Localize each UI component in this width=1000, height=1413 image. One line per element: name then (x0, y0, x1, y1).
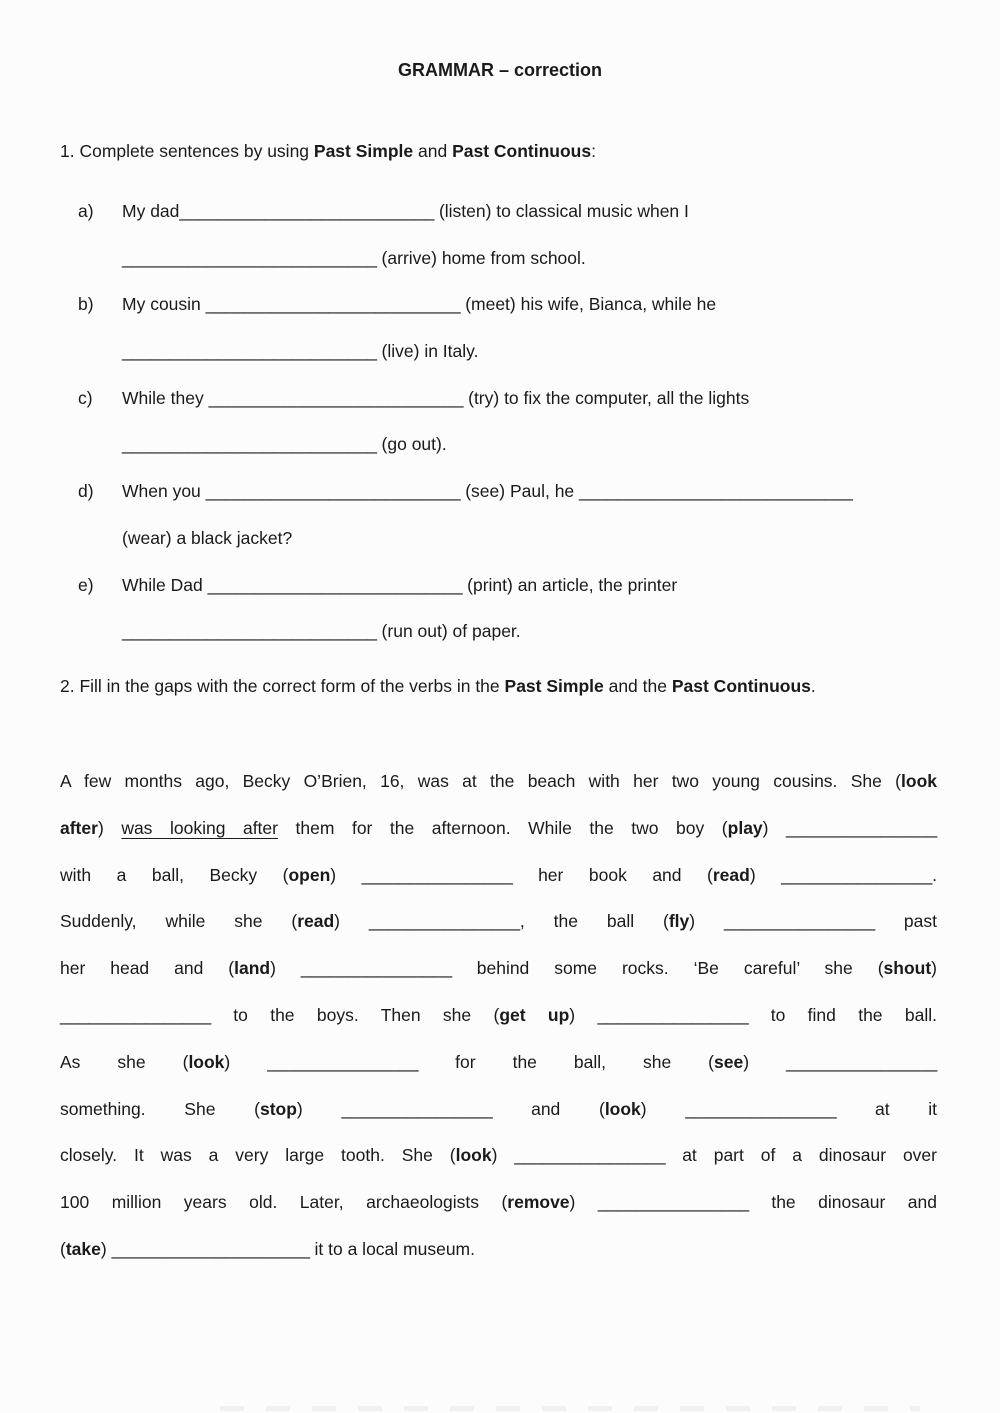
item-label: b) (78, 294, 94, 315)
blank-line: ___________________________ (179, 201, 435, 221)
exercise1-instruction (60, 137, 950, 165)
text-run: Past Simple (504, 676, 604, 696)
text-run: ) (743, 1051, 787, 1072)
item-text (122, 434, 447, 454)
text-run: her book and ( (512, 864, 713, 885)
text-run: . (810, 676, 816, 696)
exercise1-item-line (60, 421, 980, 468)
exercise1-item-line (60, 608, 980, 655)
paragraph-line (60, 1179, 937, 1226)
blank-line: ___________________________ (122, 434, 377, 455)
item-text (122, 575, 677, 595)
text-run: land (234, 958, 271, 979)
blank-line: ________________ (724, 911, 875, 932)
text-run: My cousin (122, 294, 206, 315)
blank-line: ________________ (786, 1051, 937, 1072)
blank-line: ___________________________ (122, 247, 377, 268)
blank-line: ________________ (685, 1098, 837, 1119)
text-run: something. She ( (60, 1098, 260, 1119)
text-run: read (297, 911, 335, 932)
text-run: (live) in Italy. (376, 341, 479, 362)
paragraph-line (60, 852, 937, 899)
cutoff-text-artifact (220, 1406, 920, 1411)
text-run: (print) an article, the printer (462, 574, 678, 595)
blank-line: ___________________________ (208, 387, 464, 408)
exercise1-item-line (60, 375, 980, 422)
blank-line: ___________________________ (205, 481, 461, 502)
text-run: past (874, 911, 937, 932)
item-text (122, 248, 586, 268)
text-run: (go out). (376, 434, 447, 455)
text-run: shout (883, 958, 932, 979)
blank-line: ________________ (597, 1004, 749, 1025)
item-text (122, 621, 521, 641)
blank-line: _____________________ (111, 1238, 310, 1259)
text-run: with a ball, Becky ( (60, 864, 289, 885)
text-run: (run out) of paper. (376, 621, 521, 642)
text-run: While they (122, 387, 209, 408)
exercise1-item-line (60, 328, 980, 375)
text-run: play (727, 817, 763, 838)
exercise2-paragraph (60, 758, 937, 1273)
text-run: at it (836, 1098, 937, 1119)
text-run: (see) Paul, he (460, 481, 580, 502)
paragraph-line (60, 1226, 937, 1273)
text-run: ) (689, 911, 725, 932)
text-run: closely. It was a very large tooth. She ( (60, 1145, 456, 1166)
text-run: them for the afternoon. While the two boy ( (277, 817, 728, 838)
blank-line: _____________________________ (579, 481, 853, 502)
blank-line: ________________ (597, 1192, 749, 1213)
blank-line: ________________ (267, 1051, 419, 1072)
exercise1-items (60, 188, 980, 655)
text-run: after (60, 817, 98, 838)
item-text (122, 201, 689, 221)
text-run: ) (270, 958, 301, 979)
text-run: ) (931, 958, 937, 979)
item-label: c) (78, 387, 93, 408)
text-run: ) (491, 1145, 515, 1166)
text-run: behind some rocks. ‘Be careful’ she ( (451, 958, 884, 979)
text-run: (listen) to classical music when I (434, 201, 689, 221)
text-run: While Dad (122, 574, 208, 595)
text-run: was looking after (121, 817, 278, 838)
text-run: and ( (492, 1098, 605, 1119)
item-label: e) (78, 574, 94, 595)
text-run: at part of a dinosaur over (665, 1145, 937, 1166)
blank-line: ___________________________ (205, 294, 461, 315)
blank-line: ________________ (781, 864, 933, 885)
text-run: and the (603, 676, 672, 696)
text-run: : (591, 141, 596, 161)
item-text (122, 341, 478, 361)
exercise1-item-line (60, 515, 980, 562)
exercise2-instruction (60, 672, 950, 700)
text-run: 1. Complete sentences by using (60, 141, 314, 161)
text-run: ) (296, 1098, 342, 1119)
paragraph-line (60, 992, 937, 1039)
item-label: a) (78, 201, 94, 221)
blank-line: ________________ (341, 1098, 493, 1119)
text-run: ) (97, 817, 122, 838)
text-run: ) (640, 1098, 686, 1119)
text-run: ) (224, 1051, 268, 1072)
blank-line: ___________________________ (207, 574, 463, 595)
exercise1-item-line (60, 188, 980, 235)
text-run: As she ( (60, 1051, 189, 1072)
paragraph-line (60, 758, 937, 805)
text-run: ( (60, 1238, 66, 1259)
text-run: open (288, 864, 331, 885)
item-text (122, 481, 853, 501)
blank-line: ________________ (786, 817, 937, 838)
blank-line: ___________________________ (122, 341, 377, 362)
text-run: ) (762, 817, 787, 838)
blank-line: ________________ (300, 958, 452, 979)
text-run: (wear) a black jacket? (122, 527, 293, 548)
paragraph-line (60, 1086, 937, 1133)
paragraph-line (60, 1132, 937, 1179)
paragraph-line (60, 1039, 937, 1086)
blank-line: ________________ (361, 864, 513, 885)
text-run: ) (749, 864, 782, 885)
exercise1-item-line (60, 468, 980, 515)
text-run: Past Continuous (671, 676, 811, 696)
text-run: . (932, 864, 937, 885)
text-run: to the boys. Then she ( (210, 1004, 500, 1025)
text-run: for the ball, she ( (418, 1051, 715, 1072)
text-run: and (413, 141, 453, 161)
text-run: My dad (122, 201, 180, 221)
text-run: ) (569, 1192, 598, 1213)
text-run: look (188, 1051, 225, 1072)
text-run: her head and ( (60, 958, 235, 979)
blank-line: ________________ (368, 911, 520, 932)
text-run: read (712, 864, 750, 885)
text-run: ) (569, 1004, 598, 1025)
text-run: see (714, 1051, 744, 1072)
exercise1-item-line (60, 562, 980, 609)
item-text (122, 294, 716, 314)
text-run: Suddenly, while she ( (60, 911, 298, 932)
exercise1-item-line (60, 235, 980, 282)
text-run: (arrive) home from school. (376, 247, 586, 268)
paragraph-line (60, 945, 937, 992)
text-run: the dinosaur and (748, 1192, 937, 1213)
text-run: , the ball ( (519, 911, 669, 932)
blank-line: ___________________________ (122, 621, 377, 642)
text-run: get up (499, 1004, 570, 1025)
item-label: d) (78, 481, 94, 502)
blank-line: ________________ (60, 1004, 211, 1025)
text-run: ) (100, 1238, 112, 1259)
item-text (122, 528, 292, 548)
text-run: stop (259, 1098, 297, 1119)
text-run: ) (330, 864, 362, 885)
text-run: (try) to fix the computer, all the lights (463, 387, 750, 408)
text-run: remove (507, 1192, 570, 1213)
text-run: look (901, 771, 937, 791)
text-run: take (65, 1238, 101, 1259)
text-run: 2. Fill in the gaps with the correct form of the verbs in the (60, 676, 505, 696)
item-text (122, 388, 749, 408)
page-title: GRAMMAR – correction (397, 60, 603, 80)
text-run: it to a local museum. (309, 1238, 476, 1259)
text-run: fly (668, 911, 690, 932)
text-run: ) (334, 911, 369, 932)
blank-line: ________________ (514, 1145, 666, 1166)
exercise1-item-line (60, 281, 980, 328)
text-run: A few months ago, Becky O’Brien, 16, was at the beach with her two young cousins. She ( (60, 771, 902, 791)
paragraph-line (60, 898, 937, 945)
text-run: to find the ball. (748, 1004, 937, 1025)
text-run: Past Continuous (452, 141, 592, 161)
text-run: look (604, 1098, 641, 1119)
text-run: Past Simple (313, 141, 414, 161)
paragraph-line (60, 805, 937, 852)
text-run: When you (122, 481, 206, 502)
text-run: (meet) his wife, Bianca, while he (460, 294, 717, 315)
text-run: 100 million years old. Later, archaeologists ( (60, 1192, 508, 1213)
text-run: look (455, 1145, 492, 1166)
